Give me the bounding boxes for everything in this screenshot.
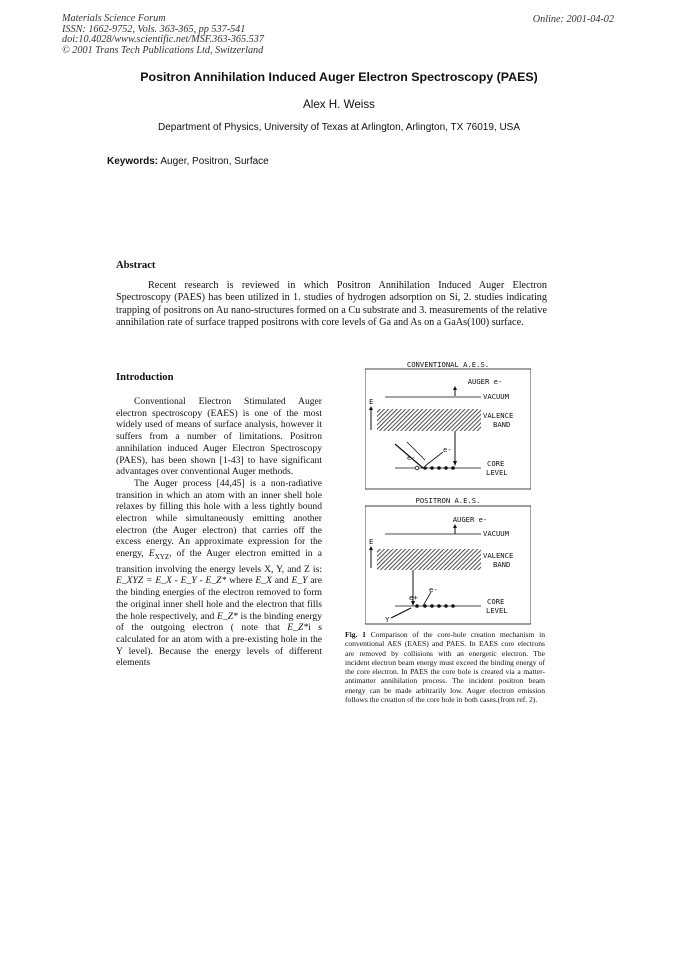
journal-name: Materials Science Forum xyxy=(62,13,166,24)
level-label-1: LEVEL xyxy=(486,468,508,477)
abstract-text: Recent research is reviewed in which Positron Annihilation Induced Auger Electron Spectroscopy (PAES) has been utilized in 1. studies of hydrogen adsorption on Si, 2. studies indicating trapping of positrons on Au nano-structures formed on a Cu substrate and 3. measurements of the relative annihilation rate of surface trapped positrons with core levels of Ga and As on a GaAs(100) surface. xyxy=(116,280,547,329)
vacuum-label-1: VACUUM xyxy=(483,392,509,401)
online-date: Online: 2001-04-02 xyxy=(532,14,614,25)
auger-formula: E_XYZ = E_X - E_Y - E_Z* xyxy=(116,575,227,587)
electron-label-3: e- xyxy=(429,585,438,594)
valence-band-2 xyxy=(377,549,481,570)
author-name: Alex H. Weiss xyxy=(303,98,375,111)
core-label-2: CORE xyxy=(487,597,505,606)
intro-paragraph-2: The Auger process [44,45] is a non-radiative transition in which an atom with an inner shell hole relaxes by filling this hole with a less tightly bound electron while simultaneously emitting another electron (the Auger electron) that carries off the excess energy. An approximate expression for the energy, $E_{XYZ}$, of the Auger electron emitted in a transition involving the energy levels X, Y, and Z is: E_XYZ = E_X - E_Y - E_Z* where E_X and E_Y are the binding energies of the electron removed to form the original inner shell hole and the electron that fills the hole respectively, and E_Z* is the binding energy of the outgoing electron ( note that E_Z*i s calculated for an atom with a pre-existing hole in the Y level). Because the energy levels of different elements xyxy=(116,477,322,669)
band-label-2: BAND xyxy=(493,560,511,569)
paper-title: Positron Annihilation Induced Auger Electron Spectroscopy (PAES) xyxy=(140,70,538,84)
introduction-heading: Introduction xyxy=(116,372,174,383)
positron-title: POSITRON A.E.S. xyxy=(415,496,481,505)
vacuum-label-2: VACUUM xyxy=(483,529,509,538)
caption-text: Comparison of the core-hole creation mechanism in conventional AES (EAES) and PAES. In EAES core electrons are removed by collisions with an energetic electron. The incident electron beam energy must exceed the binding energy of the core electron. In PAES the core hole is created via a matter-antimatter annihilation process. The incident positron beam energy can be made arbitrarily low. Auger electron emission follows the creation of the core hole in both cases.(from ref. 2). xyxy=(345,630,545,705)
valence-label-2: VALENCE xyxy=(483,551,514,560)
intro-paragraph-1: Conventional Electron Stimulated Auger electron spectroscopy (EAES) is one of the most widely used of means of surface analysis, however it suffers from a number of limitations. Positron annihilation induced Auger Electron Spectroscopy (PAES), has been shown [1-43] to have significant advantages over conventional Auger methods. xyxy=(116,396,322,478)
auger-label-1: AUGER e- xyxy=(467,377,503,386)
valence-band-1 xyxy=(377,409,481,431)
auger-label-2: AUGER e- xyxy=(452,515,488,524)
keywords xyxy=(107,156,269,167)
caption-label: Fig. 1 xyxy=(345,630,366,639)
keywords-text: Auger, Positron, Surface xyxy=(158,156,269,167)
copyright-line: © 2001 Trans Tech Publications Ltd, Switzerland xyxy=(62,44,264,56)
positron-label: e+ xyxy=(409,593,418,602)
journal-header xyxy=(62,14,264,56)
level-label-2: LEVEL xyxy=(486,606,508,615)
y-level-label: Y xyxy=(385,615,390,624)
figure-1-caption xyxy=(345,630,545,704)
affiliation: Department of Physics, University of Texas at Arlington, Arlington, TX 76019, USA xyxy=(157,122,521,133)
energy-axis-label-2: E xyxy=(369,537,374,546)
introduction-body xyxy=(116,396,322,669)
electron-label-1: e- xyxy=(443,445,452,454)
abstract-heading: Abstract xyxy=(116,260,156,271)
conventional-title: CONVENTIONAL A.E.S. xyxy=(406,360,490,369)
core-label-1: CORE xyxy=(487,459,505,468)
valence-label-1: VALENCE xyxy=(483,411,514,420)
band-label-1: BAND xyxy=(493,420,511,429)
issn-line: ISSN: 1662-9752, Vols. 363-365, pp 537-541 xyxy=(62,23,246,35)
keywords-label: Keywords: xyxy=(107,156,159,167)
electron-label-2: e- xyxy=(407,453,416,462)
figure-1 xyxy=(365,360,531,625)
energy-axis-label-1: E xyxy=(369,397,374,406)
doi-line[interactable]: doi:10.4028/www.scientific.net/MSF.363-365.537 xyxy=(62,34,264,46)
figure-1-diagram xyxy=(365,360,531,625)
